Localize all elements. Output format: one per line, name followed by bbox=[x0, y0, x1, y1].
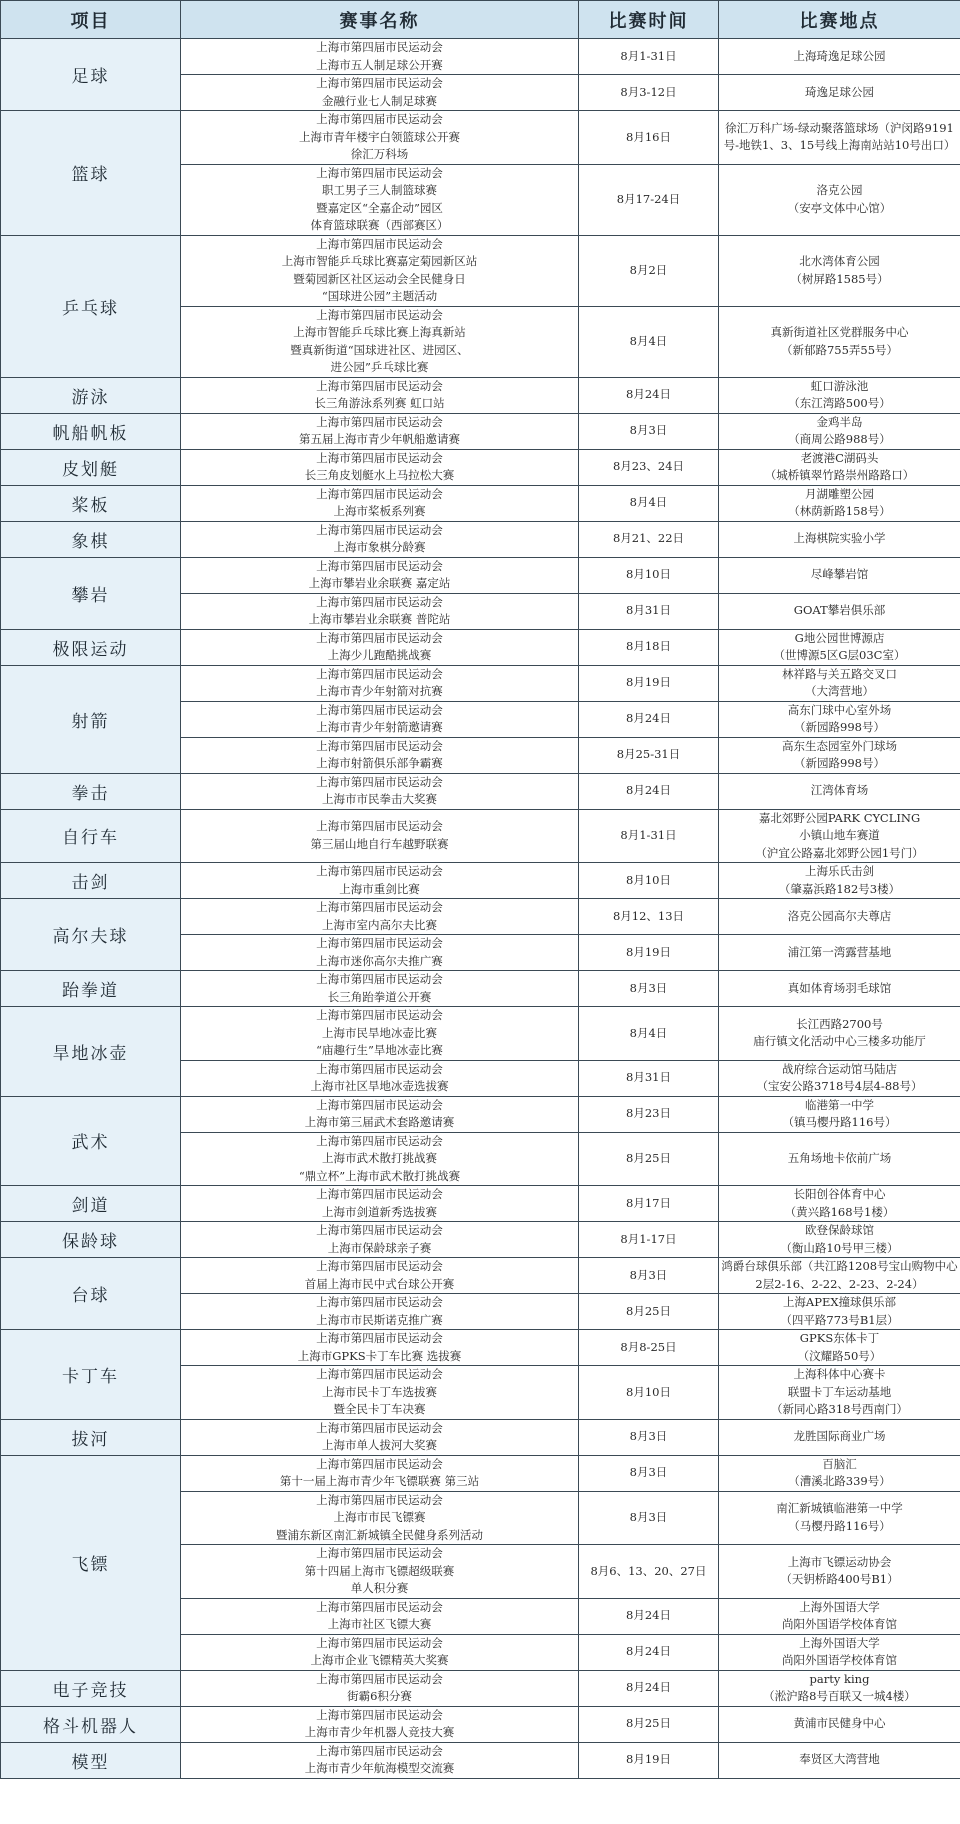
event-name-cell: 上海市第四届市民运动会 上海市攀岩业余联赛 嘉定站 bbox=[181, 557, 579, 593]
event-venue-cell: 真新街道社区党群服务中心 （新郁路755弄55号） bbox=[719, 306, 960, 377]
sport-cell: 篮球 bbox=[1, 111, 181, 236]
event-time-cell: 8月3日 bbox=[579, 1455, 719, 1491]
event-name-cell: 上海市第四届市民运动会 上海市青少年航海模型交流赛 bbox=[181, 1742, 579, 1778]
event-time-cell: 8月17-24日 bbox=[579, 164, 719, 235]
event-venue-cell: 北水湾体育公园 （树屏路1585号） bbox=[719, 235, 960, 306]
event-time-cell: 8月25日 bbox=[579, 1132, 719, 1186]
event-name-cell: 上海市第四届市民运动会 上海市民旱地冰壶比赛 “庙趣行生”旱地冰壶比赛 bbox=[181, 1007, 579, 1061]
event-venue-cell: 徐汇万科广场-绿动聚落篮球场（沪闵路9191号-地铁1、3、15号线上海南站站10号出口） bbox=[719, 111, 960, 165]
sport-cell: 格斗机器人 bbox=[1, 1706, 181, 1742]
event-venue-cell: 黄浦市民健身中心 bbox=[719, 1706, 960, 1742]
event-name-cell: 上海市第四届市民运动会 金融行业七人制足球赛 bbox=[181, 75, 579, 111]
event-name-cell: 上海市第四届市民运动会 第十一届上海市青少年飞镖联赛 第三站 bbox=[181, 1455, 579, 1491]
table-row bbox=[1, 1096, 960, 1132]
event-venue-cell: 上海市飞镖运动协会 （天钥桥路400号B1） bbox=[719, 1545, 960, 1599]
sport-cell: 卡丁车 bbox=[1, 1330, 181, 1420]
table-row bbox=[1, 557, 960, 593]
event-venue-cell: 浦江第一湾露营基地 bbox=[719, 935, 960, 971]
event-time-cell: 8月17日 bbox=[579, 1186, 719, 1222]
event-time-cell: 8月24日 bbox=[579, 773, 719, 809]
event-time-cell: 8月3日 bbox=[579, 1258, 719, 1294]
event-name-cell: 上海市第四届市民运动会 上海市青少年射箭对抗赛 bbox=[181, 665, 579, 701]
event-name-cell: 上海市第四届市民运动会 上海市五人制足球公开赛 bbox=[181, 39, 579, 75]
sport-cell: 飞镖 bbox=[1, 1455, 181, 1670]
event-time-cell: 8月1-31日 bbox=[579, 39, 719, 75]
event-time-cell: 8月2日 bbox=[579, 235, 719, 306]
event-time-cell: 8月31日 bbox=[579, 593, 719, 629]
event-name-cell: 上海市第四届市民运动会 上海市剑道新秀选拔赛 bbox=[181, 1186, 579, 1222]
event-venue-cell: party king （淞沪路8号百联又一城4楼） bbox=[719, 1670, 960, 1706]
event-venue-cell: 洛克公园 （安亭文体中心馆） bbox=[719, 164, 960, 235]
event-time-cell: 8月24日 bbox=[579, 1670, 719, 1706]
event-time-cell: 8月25-31日 bbox=[579, 737, 719, 773]
event-name-cell: 上海市第四届市民运动会 上海少儿跑酷挑战赛 bbox=[181, 629, 579, 665]
event-time-cell: 8月23日 bbox=[579, 1096, 719, 1132]
table-row bbox=[1, 629, 960, 665]
event-name-cell: 上海市第四届市民运动会 长三角跆拳道公开赛 bbox=[181, 971, 579, 1007]
event-name-cell: 上海市第四届市民运动会 街霸6积分赛 bbox=[181, 1670, 579, 1706]
sport-cell: 高尔夫球 bbox=[1, 899, 181, 971]
event-time-cell: 8月24日 bbox=[579, 1598, 719, 1634]
sport-cell: 电子竞技 bbox=[1, 1670, 181, 1706]
event-time-cell: 8月24日 bbox=[579, 1634, 719, 1670]
header-row bbox=[1, 1, 960, 39]
sport-cell: 乒乓球 bbox=[1, 235, 181, 377]
event-venue-cell: 临港第一中学 （镇马樱丹路116号） bbox=[719, 1096, 960, 1132]
table-row bbox=[1, 899, 960, 935]
event-name-cell: 上海市第四届市民运动会 第三届山地自行车越野联赛 bbox=[181, 809, 579, 863]
sport-cell: 射箭 bbox=[1, 665, 181, 773]
event-name-cell: 上海市第四届市民运动会 第五届上海市青少年帆船邀请赛 bbox=[181, 413, 579, 449]
sport-cell: 帆船帆板 bbox=[1, 413, 181, 449]
event-name-cell: 上海市第四届市民运动会 上海市迷你高尔夫推广赛 bbox=[181, 935, 579, 971]
table-row bbox=[1, 485, 960, 521]
event-name-cell: 上海市第四届市民运动会 上海市智能乒乓球比赛上海真新站 暨真新街道“国球进社区、进园区、 进公园”乒乓球比赛 bbox=[181, 306, 579, 377]
event-time-cell: 8月10日 bbox=[579, 557, 719, 593]
event-venue-cell: 江湾体育场 bbox=[719, 773, 960, 809]
event-venue-cell: 高东门球中心室外场 （新园路998号） bbox=[719, 701, 960, 737]
event-venue-cell: 欧登保龄球馆 （衡山路10号甲三楼） bbox=[719, 1222, 960, 1258]
table-row bbox=[1, 863, 960, 899]
event-name-cell: 上海市第四届市民运动会 上海市青年楼宇白领篮球公开赛 徐汇万科场 bbox=[181, 111, 579, 165]
event-venue-cell: 琦逸足球公园 bbox=[719, 75, 960, 111]
event-time-cell: 8月8-25日 bbox=[579, 1330, 719, 1366]
event-time-cell: 8月1-17日 bbox=[579, 1222, 719, 1258]
event-name-cell: 上海市第四届市民运动会 上海市智能乒乓球比赛嘉定菊园新区站 暨菊园新区社区运动会全民健身日 “国球进公园”主题活动 bbox=[181, 235, 579, 306]
event-venue-cell: 上海外国语大学 尚阳外国语学校体育馆 bbox=[719, 1634, 960, 1670]
event-venue-cell: 龙胜国际商业广场 bbox=[719, 1419, 960, 1455]
table-row bbox=[1, 413, 960, 449]
event-time-cell: 8月24日 bbox=[579, 701, 719, 737]
event-venue-cell: 上海琦逸足球公园 bbox=[719, 39, 960, 75]
event-venue-cell: 老渡港C湖码头 （城桥镇翠竹路崇州路路口） bbox=[719, 449, 960, 485]
header-event-name: 赛事名称 bbox=[181, 1, 579, 39]
event-venue-cell: 虹口游泳池 （东江湾路500号） bbox=[719, 377, 960, 413]
event-name-cell: 上海市第四届市民运动会 上海市市民拳击大奖赛 bbox=[181, 773, 579, 809]
table-row bbox=[1, 1670, 960, 1706]
event-time-cell: 8月25日 bbox=[579, 1294, 719, 1330]
event-name-cell: 上海市第四届市民运动会 上海市市民飞镖赛 暨浦东新区南汇新城镇全民健身系列活动 bbox=[181, 1491, 579, 1545]
schedule-body bbox=[1, 39, 960, 1779]
event-time-cell: 8月23、24日 bbox=[579, 449, 719, 485]
sport-cell: 自行车 bbox=[1, 809, 181, 863]
sport-cell: 旱地冰壶 bbox=[1, 1007, 181, 1097]
event-venue-cell: 南汇新城镇临港第一中学 （马樱丹路116号） bbox=[719, 1491, 960, 1545]
event-time-cell: 8月3日 bbox=[579, 413, 719, 449]
table-row bbox=[1, 1007, 960, 1061]
event-time-cell: 8月4日 bbox=[579, 306, 719, 377]
table-row bbox=[1, 1258, 960, 1294]
event-time-cell: 8月19日 bbox=[579, 665, 719, 701]
event-venue-cell: 上海乐氏击剑 （肇嘉浜路182号3楼） bbox=[719, 863, 960, 899]
event-name-cell: 上海市第四届市民运动会 上海市桨板系列赛 bbox=[181, 485, 579, 521]
event-name-cell: 上海市第四届市民运动会 上海市社区飞镖大赛 bbox=[181, 1598, 579, 1634]
event-name-cell: 上海市第四届市民运动会 上海市单人拔河大奖赛 bbox=[181, 1419, 579, 1455]
sport-cell: 模型 bbox=[1, 1742, 181, 1778]
event-time-cell: 8月24日 bbox=[579, 377, 719, 413]
event-name-cell: 上海市第四届市民运动会 上海市室内高尔夫比赛 bbox=[181, 899, 579, 935]
sport-cell: 攀岩 bbox=[1, 557, 181, 629]
event-venue-cell: 长阳创谷体育中心 （黄兴路168号1楼） bbox=[719, 1186, 960, 1222]
event-venue-cell: 上海棋院实验小学 bbox=[719, 521, 960, 557]
sport-cell: 象棋 bbox=[1, 521, 181, 557]
table-row bbox=[1, 39, 960, 75]
header-time: 比赛时间 bbox=[579, 1, 719, 39]
table-row bbox=[1, 1455, 960, 1491]
event-venue-cell: 洛克公园高尔夫尊店 bbox=[719, 899, 960, 935]
event-name-cell: 上海市第四届市民运动会 上海市重剑比赛 bbox=[181, 863, 579, 899]
event-venue-cell: 战府综合运动馆马陆店 （宝安公路3718号4层4-88号） bbox=[719, 1060, 960, 1096]
sport-cell: 台球 bbox=[1, 1258, 181, 1330]
event-time-cell: 8月31日 bbox=[579, 1060, 719, 1096]
event-time-cell: 8月16日 bbox=[579, 111, 719, 165]
event-name-cell: 上海市第四届市民运动会 上海市社区旱地冰壶选拔赛 bbox=[181, 1060, 579, 1096]
table-row bbox=[1, 521, 960, 557]
header-sport: 项目 bbox=[1, 1, 181, 39]
sport-cell: 足球 bbox=[1, 39, 181, 111]
table-row bbox=[1, 773, 960, 809]
event-name-cell: 上海市第四届市民运动会 首届上海市民中式台球公开赛 bbox=[181, 1258, 579, 1294]
table-row bbox=[1, 1706, 960, 1742]
sport-cell: 击剑 bbox=[1, 863, 181, 899]
event-venue-cell: 林祥路与关五路交叉口 （大湾营地） bbox=[719, 665, 960, 701]
event-name-cell: 上海市第四届市民运动会 上海市象棋分龄赛 bbox=[181, 521, 579, 557]
table-row bbox=[1, 665, 960, 701]
event-venue-cell: GPKS东体卡丁 （汶耀路50号） bbox=[719, 1330, 960, 1366]
sport-cell: 皮划艇 bbox=[1, 449, 181, 485]
sport-cell: 游泳 bbox=[1, 377, 181, 413]
sport-cell: 拔河 bbox=[1, 1419, 181, 1455]
sport-cell: 极限运动 bbox=[1, 629, 181, 665]
event-name-cell: 上海市第四届市民运动会 上海市企业飞镖精英大奖赛 bbox=[181, 1634, 579, 1670]
event-venue-cell: 百脑汇 （漕溪北路339号） bbox=[719, 1455, 960, 1491]
event-name-cell: 上海市第四届市民运动会 上海市武术散打挑战赛 “鼎立杯”上海市武术散打挑战赛 bbox=[181, 1132, 579, 1186]
table-row bbox=[1, 1186, 960, 1222]
event-time-cell: 8月10日 bbox=[579, 863, 719, 899]
event-time-cell: 8月25日 bbox=[579, 1706, 719, 1742]
event-name-cell: 上海市第四届市民运动会 上海市射箭俱乐部争霸赛 bbox=[181, 737, 579, 773]
event-name-cell: 上海市第四届市民运动会 上海市青少年射箭邀请赛 bbox=[181, 701, 579, 737]
event-name-cell: 上海市第四届市民运动会 职工男子三人制篮球赛 暨嘉定区“全嘉企动”园区 体育篮球联赛（西部赛区） bbox=[181, 164, 579, 235]
event-time-cell: 8月3日 bbox=[579, 1491, 719, 1545]
event-time-cell: 8月4日 bbox=[579, 1007, 719, 1061]
event-name-cell: 上海市第四届市民运动会 长三角皮划艇水上马拉松大赛 bbox=[181, 449, 579, 485]
table-row bbox=[1, 111, 960, 165]
event-time-cell: 8月19日 bbox=[579, 1742, 719, 1778]
event-venue-cell: 上海APEX撞球俱乐部 （四平路773号B1层） bbox=[719, 1294, 960, 1330]
sport-cell: 拳击 bbox=[1, 773, 181, 809]
table-row bbox=[1, 1330, 960, 1366]
event-venue-cell: 尽峰攀岩馆 bbox=[719, 557, 960, 593]
event-time-cell: 8月21、22日 bbox=[579, 521, 719, 557]
table-row bbox=[1, 1222, 960, 1258]
event-venue-cell: 鸿爵台球俱乐部（共江路1208号宝山购物中心2层2-16、2-22、2-23、2-24） bbox=[719, 1258, 960, 1294]
event-venue-cell: 五角场地卡依前广场 bbox=[719, 1132, 960, 1186]
sport-cell: 跆拳道 bbox=[1, 971, 181, 1007]
event-time-cell: 8月4日 bbox=[579, 485, 719, 521]
sport-cell: 桨板 bbox=[1, 485, 181, 521]
event-venue-cell: 真如体育场羽毛球馆 bbox=[719, 971, 960, 1007]
event-name-cell: 上海市第四届市民运动会 上海市青少年机器人竞技大赛 bbox=[181, 1706, 579, 1742]
event-time-cell: 8月12、13日 bbox=[579, 899, 719, 935]
event-time-cell: 8月1-31日 bbox=[579, 809, 719, 863]
sport-cell: 保龄球 bbox=[1, 1222, 181, 1258]
event-time-cell: 8月10日 bbox=[579, 1366, 719, 1420]
table-row bbox=[1, 1742, 960, 1778]
table-row bbox=[1, 449, 960, 485]
event-venue-cell: 奉贤区大湾营地 bbox=[719, 1742, 960, 1778]
table-row bbox=[1, 971, 960, 1007]
header-venue: 比赛地点 bbox=[719, 1, 960, 39]
event-name-cell: 上海市第四届市民运动会 上海市市民斯诺克推广赛 bbox=[181, 1294, 579, 1330]
event-name-cell: 上海市第四届市民运动会 上海市民卡丁车选拔赛 暨全民卡丁车决赛 bbox=[181, 1366, 579, 1420]
event-time-cell: 8月3日 bbox=[579, 971, 719, 1007]
event-time-cell: 8月3-12日 bbox=[579, 75, 719, 111]
table-row bbox=[1, 235, 960, 306]
event-name-cell: 上海市第四届市民运动会 长三角游泳系列赛 虹口站 bbox=[181, 377, 579, 413]
event-venue-cell: G地公园世博源店 （世博源5区G层03C室） bbox=[719, 629, 960, 665]
event-time-cell: 8月3日 bbox=[579, 1419, 719, 1455]
event-name-cell: 上海市第四届市民运动会 上海市攀岩业余联赛 普陀站 bbox=[181, 593, 579, 629]
table-row bbox=[1, 1419, 960, 1455]
event-venue-cell: 长江西路2700号 庙行镇文化活动中心三楼多功能厅 bbox=[719, 1007, 960, 1061]
event-time-cell: 8月19日 bbox=[579, 935, 719, 971]
sport-cell: 武术 bbox=[1, 1096, 181, 1186]
event-venue-cell: 上海科体中心赛卡 联盟卡丁车运动基地 （新同心路318号西南门） bbox=[719, 1366, 960, 1420]
event-name-cell: 上海市第四届市民运动会 上海市GPKS卡丁车比赛 选拔赛 bbox=[181, 1330, 579, 1366]
event-name-cell: 上海市第四届市民运动会 第十四届上海市飞镖超级联赛 单人积分赛 bbox=[181, 1545, 579, 1599]
table-row bbox=[1, 809, 960, 863]
table-row bbox=[1, 377, 960, 413]
event-venue-cell: 上海外国语大学 尚阳外国语学校体育馆 bbox=[719, 1598, 960, 1634]
event-name-cell: 上海市第四届市民运动会 上海市保龄球亲子赛 bbox=[181, 1222, 579, 1258]
event-time-cell: 8月18日 bbox=[579, 629, 719, 665]
event-venue-cell: 高东生态园室外门球场 （新园路998号） bbox=[719, 737, 960, 773]
event-venue-cell: 嘉北郊野公园PARK CYCLING 小镇山地车赛道 （沪宜公路嘉北郊野公园1号门） bbox=[719, 809, 960, 863]
event-venue-cell: 金鸡半岛 （商周公路988号） bbox=[719, 413, 960, 449]
event-time-cell: 8月6、13、20、27日 bbox=[579, 1545, 719, 1599]
event-name-cell: 上海市第四届市民运动会 上海市第三届武术套路邀请赛 bbox=[181, 1096, 579, 1132]
sport-cell: 剑道 bbox=[1, 1186, 181, 1222]
event-venue-cell: GOAT攀岩俱乐部 bbox=[719, 593, 960, 629]
event-venue-cell: 月湖雕塑公园 （林荫新路158号） bbox=[719, 485, 960, 521]
